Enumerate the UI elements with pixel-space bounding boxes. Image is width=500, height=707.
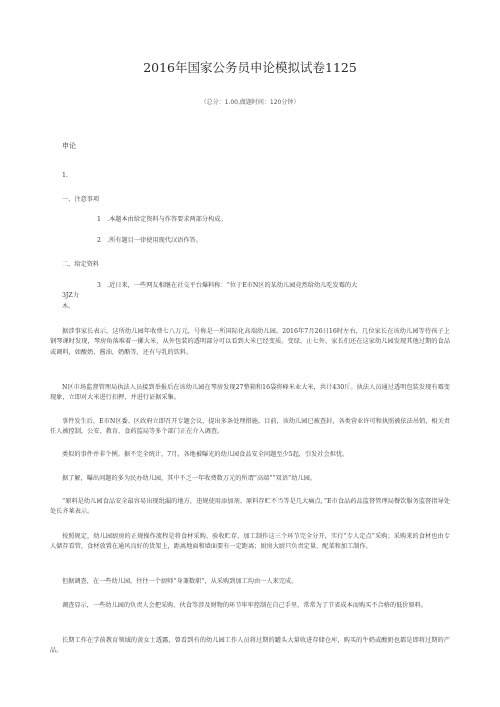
section-label: 申论 (62, 142, 76, 150)
material-paragraph: 类似的事件并非个例。据不完全统计，7月，各地被曝光的幼儿园食品安全问题至少5起，引发社会担忧。 (62, 451, 349, 458)
notes-heading: 一、注意事项 (62, 196, 100, 203)
material-paragraph: 事件发生后，E市N区委、区政府立即召开专题会议，提出多条处理措施。目前，该幼儿园已被查封，各类营业许可和执照被依法吊销，相关责任人被控制，公安、教育、食药监局等多个部门正在介入调查。 (50, 418, 450, 436)
material-paragraph: 调查显示，一些幼儿园的负责人会把采购、伙食等涉及财物的环节牢牢控制在自己手里，常常为了节省成本而购买不合格的低价原料。 (62, 602, 428, 609)
material-intro-line: 木。 (62, 303, 75, 310)
material-paragraph: 长期工作在学前教育领域的黄女士透露，曾看到有的幼儿园工作人员将过期的罐头大量收进存储仓库，购买的牛奶或酸奶也都是即将过期的产品。 (50, 637, 450, 655)
material-paragraph: N区市场监督管理局执法人员接到举报后在该幼儿园在琴房发现27整箱和16袋将峰米业大米，共计430斤。执法人员通过透明包装发现有霉变现象，立即对大米进行扣押，并进行证据采集。 (50, 384, 450, 402)
material-paragraph: 据涉事家长表示，这所幼儿园年收费七八万元，号称是一所国际化高端幼儿园。2016年7月26日16时左右，几位家长在该幼儿园等待孩子上钢琴课时发现，琴房角落堆着一摞大米，从外包装的透明部分可以看到大米已经变质。变绿，止七外，家长们还在这家幼儿园发现其他过期的食品或调料，如酸奶，酱油，奶酪等，还有与乳的饮料。 (50, 328, 450, 356)
material-paragraph: 按照规定，幼儿园厨房的正规操作流程是将食材采购、验收贮存、加工制作这三个环节完全分开，实行“专人定点”采购；采购来的食材也由专人储存看管，食材放置在通风良好的货架上，距离地面和墙面要有一定距离；厨房大厨只负责定量、配菜和加工制作。 (50, 533, 450, 551)
document-title: 2016年国家公务员申论模拟试卷1125 (143, 60, 357, 75)
material-paragraph: “原料是幼儿园食品安全最容易出现纰漏的地方，违规使用添加剂、原料存贮不当等是几大痛点，”E市食品药品监督管理局餐饮服务监督指导处处长齐莱表示。 (50, 498, 450, 516)
material-paragraph: 据了解，曝出问题的多为民办幼儿园，其中不乏一年收费数万元的所谓“高端”“双语”幼儿园。 (62, 475, 316, 482)
material-intro-line: 3 .近日来，一些网友相继在社交平台爆料称：“位于E市N区的某幼儿园竟然给幼儿吃发霉的大 (97, 282, 358, 289)
document-subtitle: （总分：1.00,做题时间：120分钟） (200, 99, 300, 106)
note-item: 1 .本题本由给定资料与作答要求两部分构成。 (97, 216, 227, 223)
material-intro-line: 3JZ力 (62, 292, 79, 299)
material-paragraph: 但据调查，在一些幼儿园，往往一个厨师“身兼数职”，从采购到加工均由一人来完成。 (62, 578, 298, 585)
question-number: 1. (62, 172, 68, 179)
note-item: 2 .所有题目一律使用现代汉语作答。 (97, 237, 202, 244)
materials-heading: 二、给定资料 (62, 261, 100, 268)
